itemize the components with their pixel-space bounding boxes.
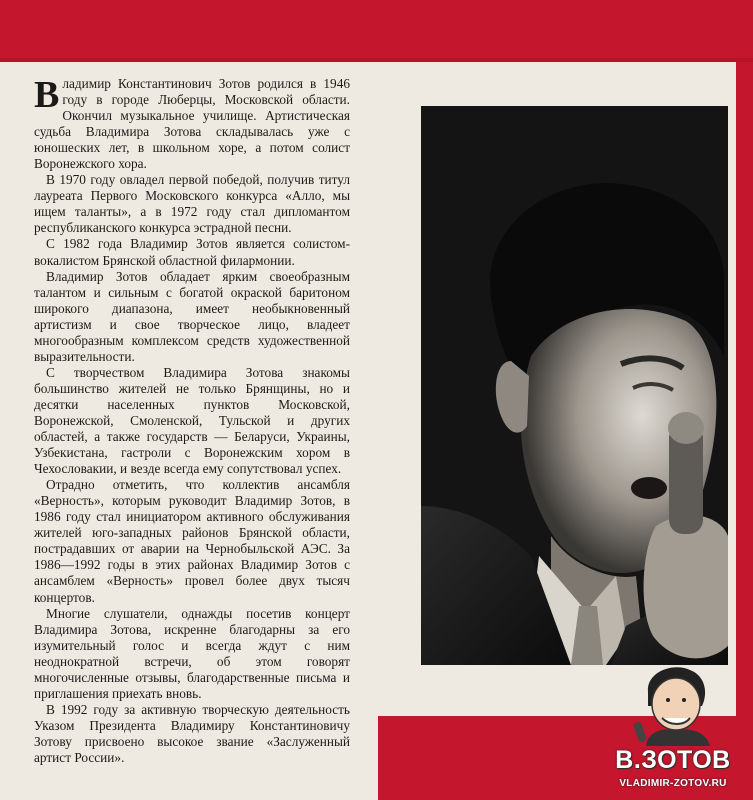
logo-title: В.ЗОТОВ bbox=[615, 746, 731, 774]
portrait-illustration bbox=[421, 106, 728, 665]
bio-paragraph: Владимир Зотов обладает ярким своеобразным талантом и сильным с богатой окраской баритоном широкого диапазона, имеет необыкновенный артистизм и свое творческое лицо, владеет многообразным комплексом средств художественной выразительности. bbox=[34, 268, 350, 364]
bio-paragraph: С творчеством Владимира Зотова знакомы большинство жителей не только Брянщины, но и десятки населенных пунктов Московской, Воронежской, Смоленской, Тульской и других областей, а также государств — Беларуси, Украины, Узбекистана, гастроли с Воронежским хором в Чехословакии, и везде всегда ему сопутствовал успех. bbox=[34, 364, 350, 477]
logo-caricature-icon bbox=[628, 662, 718, 746]
site-logo bbox=[593, 662, 753, 800]
bio-paragraph: Многие слушатели, однажды посетив концерт Владимира Зотова, искренне благодарны за его изумительный голос и всегда ждут с ним неоднократной встречи, об этом говорят многочисленные отзывы, благодарственные письма и приглашения приехать вновь. bbox=[34, 605, 350, 701]
top-red-band bbox=[0, 0, 753, 62]
bio-paragraph: В 1992 году за активную творческую деятельность Указом Президента Владимиру Константиновичу Зотову присвоено высокое звание «Заслуженный артист России». bbox=[34, 701, 350, 765]
singer-portrait-photo bbox=[421, 106, 728, 665]
biography-text bbox=[34, 76, 350, 766]
bio-paragraph: Отрадно отметить, что коллектив ансамбля «Верность», которым руководит Владимир Зотов, в 1986 году стал инициатором активного обслуживания жителей юго-западных районов Брянской области, пострадавших от аварии на Чернобыльской АЭС. За 1986—1992 годы в этих районах Владимир Зотов с ансамблем «Верность» провел более двух тысяч концертов. bbox=[34, 477, 350, 605]
drop-cap: В bbox=[34, 74, 60, 116]
logo-website: VLADIMIR-ZOTOV.RU bbox=[619, 778, 727, 789]
bio-paragraph: С 1982 года Владимир Зотов является солистом-вокалистом Брянской областной филармонии. bbox=[34, 236, 350, 268]
bio-paragraph: В 1970 году овладел первой победой, получив титул лауреата Первого Московского конкурса «Алло, мы ищем таланты», а в 1972 году стал дипломантом республиканского конкурса эстрадной песни. bbox=[34, 172, 350, 236]
bio-lead-text: ладимир Константинович Зотов родился в 1946 году в городе Люберцы, Московской области. Окончил музыкальное училище. Артистическая судьба Владимира Зотова складывалась уже с юношеских лет, в школьном хоре, а потом солист Воронежского хора. bbox=[34, 76, 350, 172]
bio-paragraph bbox=[34, 76, 350, 172]
